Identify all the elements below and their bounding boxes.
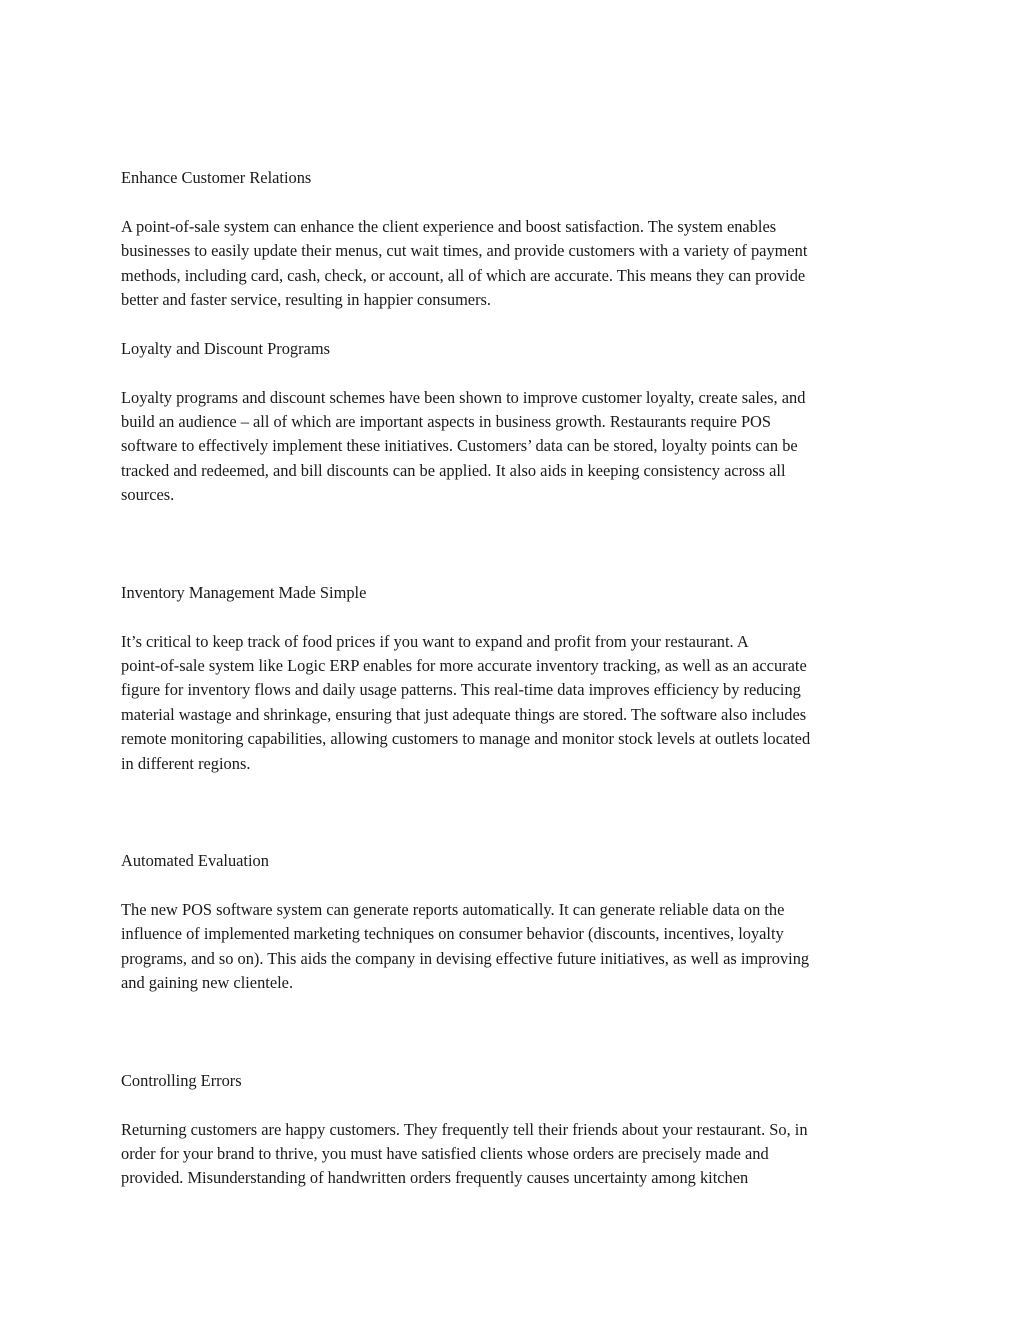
paragraph-spacer bbox=[121, 361, 911, 385]
paragraph-spacer bbox=[121, 605, 911, 629]
section-paragraph: Loyalty programs and discount schemes have been shown to improve customer loyalty, create sales, and build an audience – all of which are important aspects in business growth. Restaurants require POS software to effectively implement these initiatives. Customers’ data can be stored, loyalty points can be tracked and redeemed, and bill discounts can be applied. It also aids in keeping consistency across all sources. bbox=[121, 387, 806, 505]
section-heading: Controlling Errors bbox=[121, 1070, 242, 1090]
section-heading: Loyalty and Discount Programs bbox=[121, 338, 330, 358]
section-spacer bbox=[121, 776, 911, 849]
section-heading: Automated Evaluation bbox=[121, 851, 269, 871]
paragraph-spacer bbox=[121, 190, 911, 214]
section-heading: Inventory Management Made Simple bbox=[121, 582, 367, 602]
section-spacer bbox=[121, 996, 911, 1069]
paragraph-spacer bbox=[121, 1093, 911, 1117]
section-heading: Enhance Customer Relations bbox=[121, 168, 312, 187]
paragraph-spacer bbox=[121, 874, 911, 898]
document-body bbox=[121, 166, 911, 1191]
section-paragraph: The new POS software system can generate reports automatically. It can generate reliable data on the influence of implemented marketing techniques on consumer behavior (discounts, incentives, loyalty programs, and so on). This aids the company in devising effective future initiatives, as well as improving and gaining new clientele. bbox=[121, 900, 810, 993]
section-spacer bbox=[121, 508, 911, 581]
paragraph-spacer bbox=[121, 312, 911, 336]
section-paragraph: Returning customers are happy customers. They frequently tell their friends about your restaurant. So, in order for your brand to thrive, you must have satisfied clients whose orders are precisely made and provided. Misunderstanding of handwritten orders frequently causes uncertainty among kitchen bbox=[121, 1119, 808, 1188]
section-paragraph: A point-of-sale system can enhance the client experience and boost satisfaction. The system enables businesses to easily update their menus, cut wait times, and provide customers with a variety of payment methods, including card, cash, check, or account, all of which are accurate. This means they can provide better and faster service, resulting in happier consumers. bbox=[121, 216, 808, 310]
section-paragraph: It’s critical to keep track of food prices if you want to expand and profit from your restaurant. A point-of-sale system like Logic ERP enables for more accurate inventory tracking, as well as an accurate figure for inventory flows and daily usage patterns. This real-time data improves efficiency by reducing material wastage and shrinkage, ensuring that just adequate things are stored. The software also includes remote monitoring capabilities, allowing customers to manage and monitor stock levels at outlets located in different regions. bbox=[121, 631, 811, 773]
